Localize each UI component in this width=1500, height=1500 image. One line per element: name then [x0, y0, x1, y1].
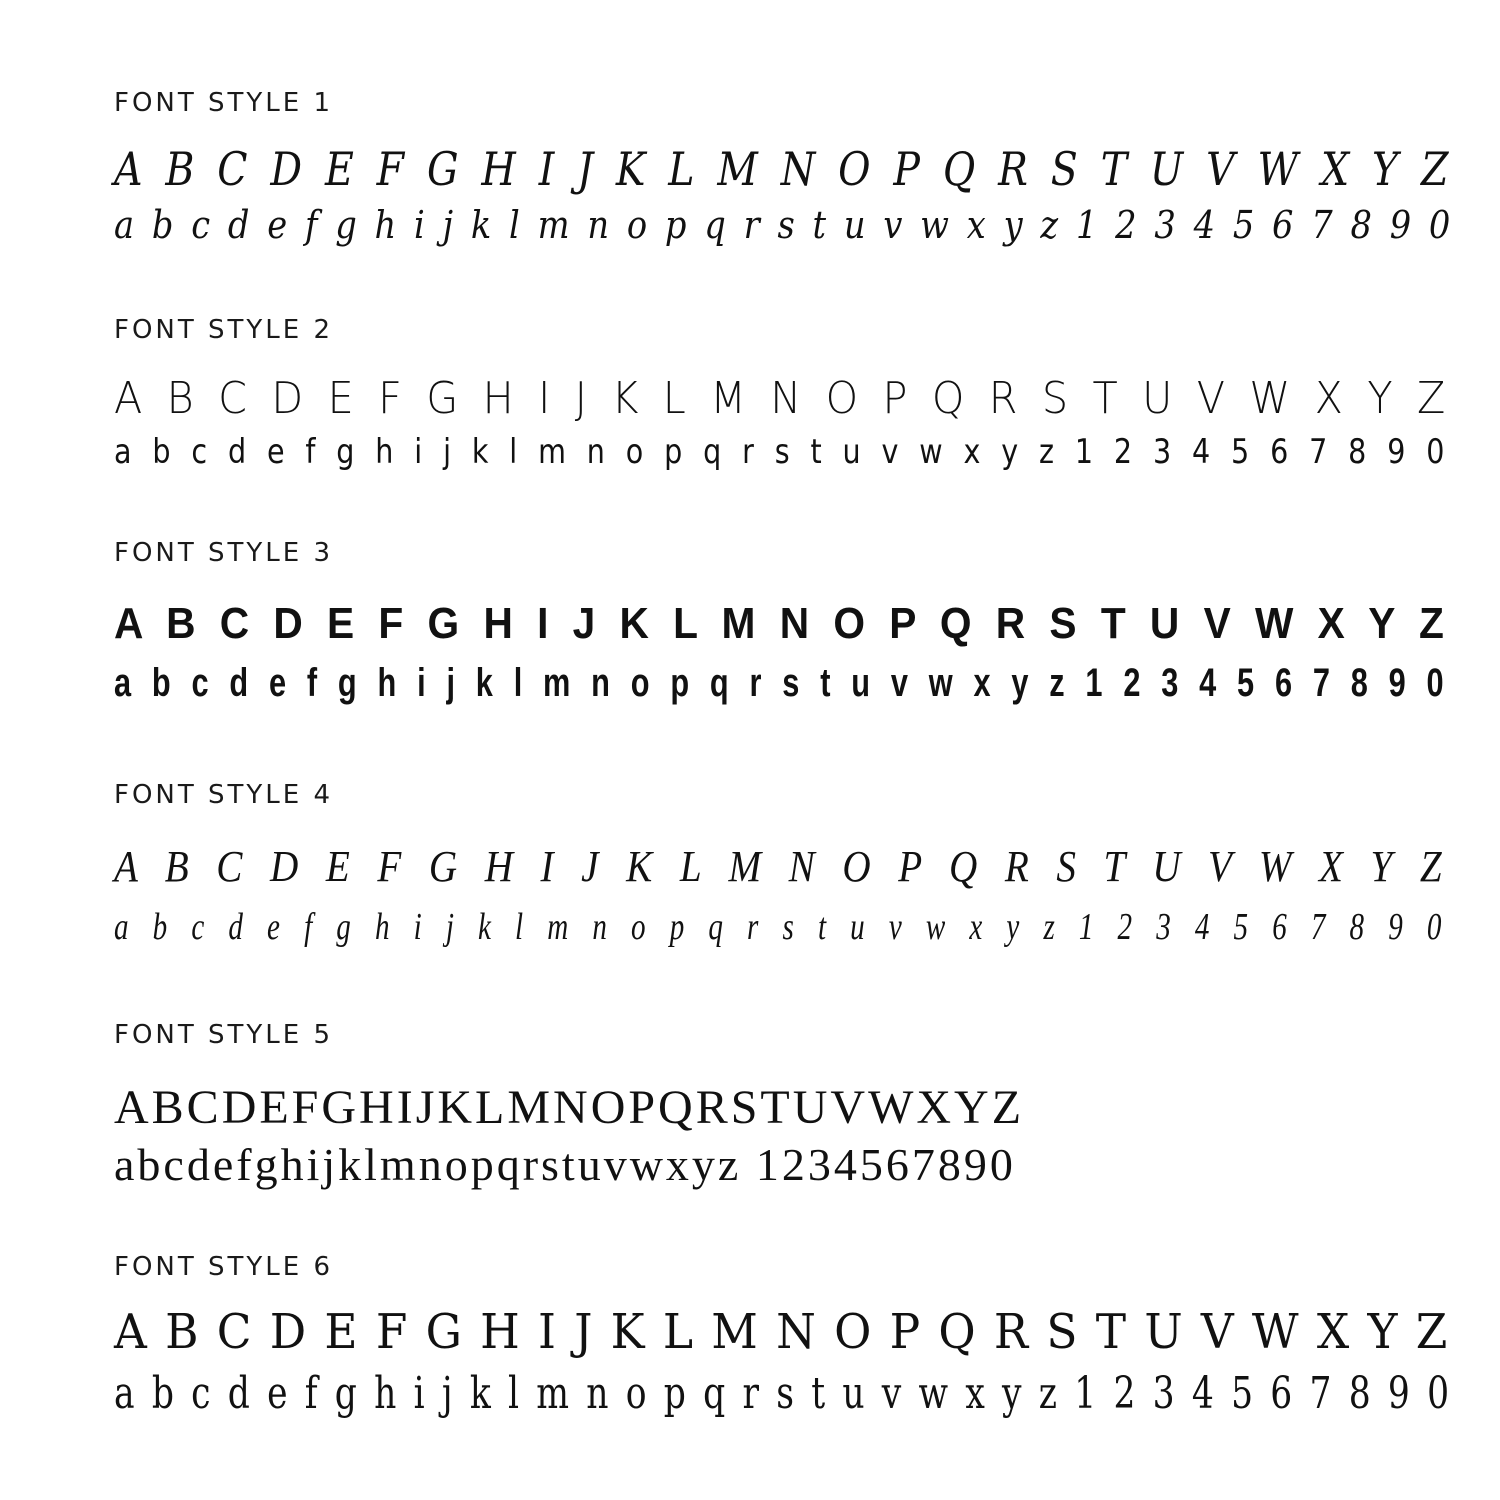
- font-style-label: FONT STYLE 2: [114, 315, 334, 345]
- font-style-label: FONT STYLE 4: [114, 780, 334, 810]
- uppercase-sample: A B C D E F G H I J K L M N O P Q R S T U V W X Y Z: [114, 373, 1454, 424]
- lowercase-and-digits-sample: a b c d e f g h i j k l m n o p q r s t u v w x y z 1 2 3 4 5 6 7 8 9 0: [114, 661, 1454, 705]
- lowercase-and-digits-sample: a b c d e f g h i j k l m n o p q r s t u v w x y z 1 2 3 4 5 6 7 8 9 0: [114, 203, 1454, 247]
- uppercase-sample: A B C D E F G H I J K L M N O P Q R S T U V W X Y Z: [114, 1304, 1454, 1360]
- font-style-label: FONT STYLE 1: [114, 88, 334, 118]
- uppercase-sample: ABCDEFGHIJKLMNOPQRSTUVWXYZ: [114, 1081, 1025, 1134]
- lowercase-and-digits-sample: a b c d e f g h i j k l m n o p q r s t u v w x y z 1 2 3 4 5 6 7 8 9 0: [114, 906, 1454, 948]
- uppercase-sample: A B C D E F G H I J K L M N O P Q R S T U V W X Y Z: [114, 842, 1455, 891]
- font-style-label: FONT STYLE 3: [114, 538, 334, 568]
- uppercase-sample: A B C D E F G H I J K L M N O P Q R S T U V W X Y Z: [114, 599, 1454, 648]
- lowercase-and-digits-sample: a b c d e f g h i j k l m n o p q r s t u v w x y z 1 2 3 4 5 6 7 8 9 0: [114, 432, 1454, 472]
- lowercase-and-digits-sample: a b c d e f g h i j k l m n o p q r s t u v w x y z 1 2 3 4 5 6 7 8 9 0: [114, 1368, 1454, 1419]
- uppercase-sample: A B C D E F G H I J K L M N O P Q R S T U V W X Y Z: [114, 142, 1455, 196]
- font-style-label: FONT STYLE 6: [114, 1252, 334, 1282]
- font-style-label: FONT STYLE 5: [114, 1020, 334, 1050]
- lowercase-and-digits-sample: abcdefghijklmnopqrstuvwxyz 1234567890: [114, 1139, 1016, 1190]
